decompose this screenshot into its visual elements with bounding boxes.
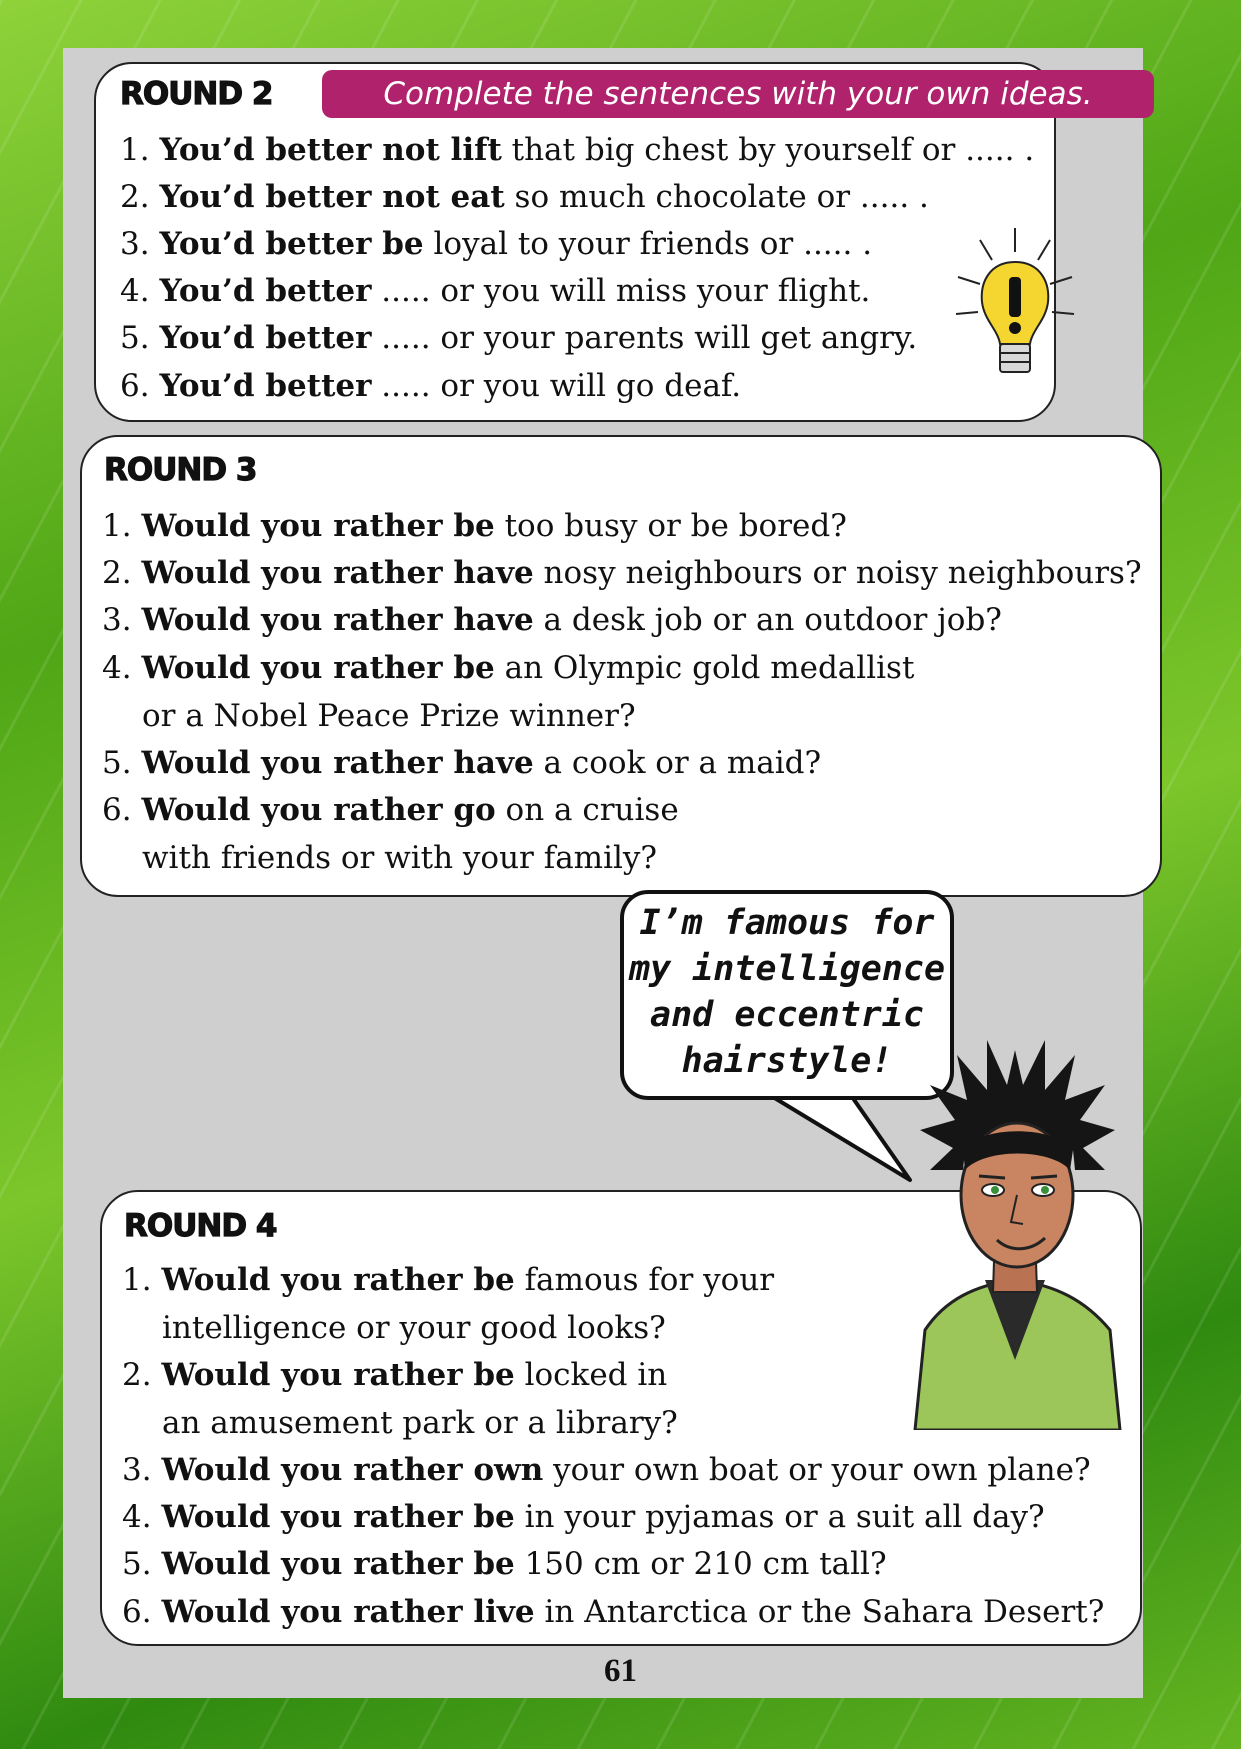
item-number: 2. (102, 555, 132, 591)
item-bold: Would you rather have (141, 602, 534, 638)
item-number: 6. (122, 1594, 152, 1630)
cartoon-man-illustration (905, 1030, 1125, 1430)
item-bold: Would you rather be (161, 1546, 515, 1582)
round3-item (102, 600, 1002, 640)
round2-title: ROUND 2 (120, 76, 273, 112)
item-number: 6. (102, 792, 132, 828)
round4-item (122, 1450, 1091, 1490)
item-text: in your pyjamas or a suit all day? (514, 1499, 1045, 1535)
item-bold: You’d better (159, 273, 372, 309)
item-text: that big chest by yourself or ..... . (501, 132, 1035, 168)
item-continuation: intelligence or your good looks? (162, 1310, 666, 1346)
item-bold: Would you rather be (161, 1357, 515, 1393)
item-bold: You’d better not eat (159, 179, 505, 215)
item-number: 5. (102, 745, 132, 781)
speech-bubble-text: I’m famous for my intelligence and eccentric hairstyle! (628, 903, 946, 1081)
item-text: your own boat or your own plane? (543, 1452, 1091, 1488)
speech-bubble-tail (760, 1090, 920, 1190)
item-number: 5. (122, 1546, 152, 1582)
round3-title: ROUND 3 (104, 452, 257, 488)
item-text: 150 cm or 210 cm tall? (514, 1546, 887, 1582)
item-continuation: with friends or with your family? (142, 840, 658, 876)
item-number: 4. (102, 650, 132, 686)
item-continuation: an amusement park or a library? (162, 1405, 678, 1441)
item-bold: Would you rather own (161, 1452, 544, 1488)
round3-item (102, 553, 1142, 593)
item-text: ..... or you will go deaf. (371, 368, 742, 404)
item-number: 3. (120, 226, 150, 262)
item-number: 1. (120, 132, 150, 168)
round4-item (122, 1592, 1104, 1632)
round2-item (120, 177, 929, 217)
round4-item (122, 1355, 678, 1443)
round4-item (122, 1497, 1045, 1537)
item-bold: Would you rather be (141, 508, 495, 544)
item-bold: Would you rather be (141, 650, 495, 686)
item-number: 2. (122, 1357, 152, 1393)
round4-title: ROUND 4 (124, 1208, 277, 1244)
item-text: locked in (514, 1357, 668, 1393)
item-bold: You’d better be (159, 226, 424, 262)
item-text: an Olympic gold medallist (494, 650, 915, 686)
round3-item (102, 506, 847, 546)
round2-item (120, 318, 917, 358)
lightbulb-icon (950, 222, 1080, 382)
item-bold: Would you rather be (161, 1499, 515, 1535)
round3-item (102, 743, 821, 783)
round2-instruction: Complete the sentences with your own ideas. (322, 70, 1154, 118)
round4-item (122, 1544, 887, 1584)
item-text: ..... or your parents will get angry. (371, 320, 918, 356)
item-number: 1. (122, 1262, 152, 1298)
item-bold: You’d better not lift (159, 132, 502, 168)
item-number: 3. (122, 1452, 152, 1488)
round2-item (120, 130, 1034, 170)
round2-item (120, 224, 872, 264)
item-bold: You’d better (159, 320, 372, 356)
item-continuation: or a Nobel Peace Prize winner? (142, 698, 636, 734)
round2-item (120, 271, 870, 311)
item-text: famous for your (514, 1262, 775, 1298)
item-number: 1. (102, 508, 132, 544)
round2-item (120, 366, 741, 406)
item-text: ..... or you will miss your flight. (371, 273, 871, 309)
item-bold: Would you rather have (141, 745, 534, 781)
item-number: 4. (120, 273, 150, 309)
item-number: 4. (122, 1499, 152, 1535)
item-text: so much chocolate or ..... . (504, 179, 929, 215)
page-number: 61 (604, 1653, 637, 1689)
item-text: a cook or a maid? (533, 745, 822, 781)
item-bold: Would you rather go (141, 792, 496, 828)
item-text: nosy neighbours or noisy neighbours? (533, 555, 1142, 591)
item-text: loyal to your friends or ..... . (423, 226, 873, 262)
item-text: a desk job or an outdoor job? (533, 602, 1002, 638)
item-text: too busy or be bored? (494, 508, 847, 544)
item-bold: Would you rather be (161, 1262, 515, 1298)
item-number: 5. (120, 320, 150, 356)
item-bold: Would you rather have (141, 555, 534, 591)
item-text: in Antarctica or the Sahara Desert? (534, 1594, 1105, 1630)
item-bold: Would you rather live (161, 1594, 535, 1630)
item-text: on a cruise (495, 792, 679, 828)
item-number: 2. (120, 179, 150, 215)
round4-item (122, 1260, 774, 1348)
round3-item (102, 790, 679, 878)
item-number: 6. (120, 368, 150, 404)
item-number: 3. (102, 602, 132, 638)
item-bold: You’d better (159, 368, 372, 404)
round3-item (102, 648, 914, 736)
